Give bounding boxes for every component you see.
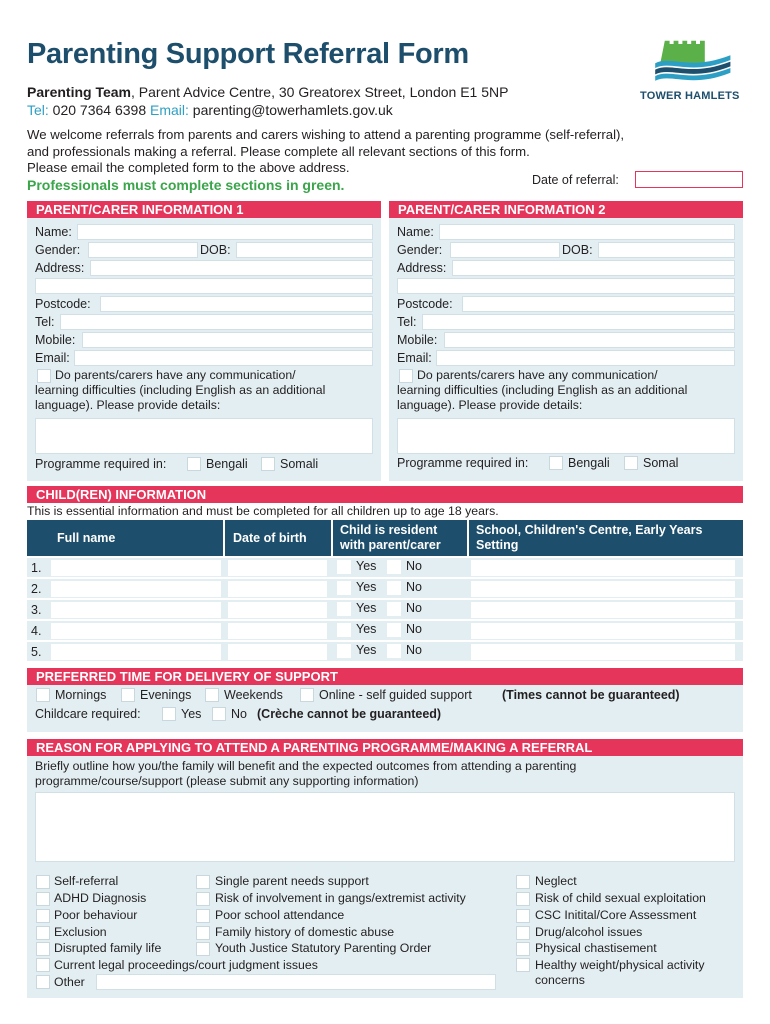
reason-checkbox[interactable]	[516, 875, 530, 889]
evenings-checkbox[interactable]	[121, 688, 135, 702]
carer-2-bengali-label: Bengali	[568, 456, 610, 470]
reason-checkbox[interactable]	[196, 926, 210, 940]
reason-option-label: ADHD Diagnosis	[54, 891, 147, 905]
carer-1-comm-details-input[interactable]	[35, 418, 373, 454]
carer-2-name-label: Name:	[397, 225, 434, 239]
header-divider	[331, 520, 333, 556]
reason-option-label: Single parent needs support	[215, 874, 369, 888]
reason-option-label: Exclusion	[54, 925, 107, 939]
carer-2-email-label: Email:	[397, 351, 432, 365]
col-resident	[340, 523, 441, 553]
preferred-heading: PREFERRED TIME FOR DELIVERY OF SUPPORT	[27, 668, 743, 685]
mornings-checkbox[interactable]	[36, 688, 50, 702]
tel-value: 020 7364 6398	[48, 102, 151, 118]
healthy-weight-line-1: Healthy weight/physical activity	[535, 958, 705, 972]
reason-option-label: Self-referral	[54, 874, 119, 888]
col-school-line-2: Setting	[476, 538, 519, 552]
carer-1-bengali-label: Bengali	[206, 457, 248, 471]
resident-yes-label: Yes	[356, 601, 377, 615]
col-resident-line-2: with parent/carer	[340, 538, 441, 552]
intro-line-1: We welcome referrals from parents and carers wishing to attend a parenting programme (self-referral),	[27, 127, 625, 142]
child-row-number: 3.	[31, 603, 42, 617]
carer-1-gender-input[interactable]	[88, 242, 198, 258]
carer-2-heading: PARENT/CARER INFORMATION 2	[389, 201, 743, 218]
reason-option-label: Poor behaviour	[54, 908, 138, 922]
carer-2-comm-line-2: learning difficulties (including English as an additional	[397, 383, 688, 397]
carer-1-comm-line-1: Do parents/carers have any communication/	[55, 368, 296, 382]
healthy-weight-checkbox[interactable]	[516, 958, 530, 972]
col-school-line-1: School, Children's Centre, Early Years	[476, 523, 703, 537]
childcare-yes-checkbox[interactable]	[162, 707, 176, 721]
reason-option-label: Disrupted family life	[54, 941, 162, 955]
logo-text: TOWER HAMLETS	[640, 90, 740, 102]
reason-intro	[35, 759, 735, 789]
carer-2-comm-text	[397, 368, 742, 413]
email-label: Email:	[150, 102, 189, 118]
carer-2-name-input[interactable]	[439, 224, 735, 240]
child-row-number: 4.	[31, 624, 42, 638]
carer-2-address-input[interactable]	[452, 260, 735, 276]
child-dob-input[interactable]	[228, 560, 327, 576]
address-text: , Parent Advice Centre, 30 Greatorex Street, London E1 5NP	[131, 84, 509, 100]
carer-1-comm-line-3: language). Please provide details:	[35, 398, 221, 412]
professionals-note: Professionals must complete sections in green.	[27, 176, 345, 193]
child-name-input[interactable]	[51, 623, 221, 639]
reason-heading: REASON FOR APPLYING TO ATTEND A PARENTING PROGRAMME/MAKING A REFERRAL	[27, 739, 743, 756]
carer-2-programme-label: Programme required in:	[397, 456, 529, 470]
carer-1-name-label: Name:	[35, 225, 72, 239]
tel-label: Tel:	[27, 102, 49, 118]
childcare-no-label: No	[231, 707, 247, 721]
child-name-input[interactable]	[51, 644, 221, 660]
carer-2-mobile-label: Mobile:	[397, 333, 438, 347]
reason-checkbox[interactable]	[196, 875, 210, 889]
carer-1-comm-line-2: learning difficulties (including English as an additional	[35, 383, 326, 397]
resident-no-label: No	[406, 622, 422, 636]
child-school-input[interactable]	[471, 560, 735, 576]
carer-2-email-input[interactable]	[436, 350, 735, 366]
reason-option-label: Risk of child sexual exploitation	[535, 891, 706, 905]
resident-no-label: No	[406, 643, 422, 657]
child-name-input[interactable]	[51, 560, 221, 576]
resident-no-checkbox[interactable]	[387, 623, 401, 637]
carer-1-mobile-label: Mobile:	[35, 333, 76, 347]
child-school-input[interactable]	[471, 644, 735, 660]
mornings-label: Mornings	[55, 688, 107, 702]
carer-2-gender-input[interactable]	[450, 242, 560, 258]
carer-1-postcode-input[interactable]	[100, 296, 373, 312]
intro-line-3: Please email the completed form to the above address.	[27, 160, 350, 176]
carer-1-name-input[interactable]	[77, 224, 373, 240]
header-divider	[223, 520, 225, 556]
other-input[interactable]	[96, 974, 496, 990]
carer-1-heading: PARENT/CARER INFORMATION 1	[27, 201, 381, 218]
carer-1-comm-text	[35, 368, 380, 413]
resident-yes-label: Yes	[356, 580, 377, 594]
child-school-input[interactable]	[471, 623, 735, 639]
child-name-input[interactable]	[51, 581, 221, 597]
childcare-yes-label: Yes	[181, 707, 202, 721]
contact-line	[27, 102, 393, 118]
childcare-no-checkbox[interactable]	[212, 707, 226, 721]
reason-checkbox[interactable]	[516, 926, 530, 940]
resident-yes-checkbox[interactable]	[337, 602, 351, 616]
children-note: This is essential information and must be completed for all children up to age 18 years.	[27, 504, 499, 518]
resident-yes-label: Yes	[356, 622, 377, 636]
reason-line-2: programme/course/support (please submit any supporting information)	[35, 774, 419, 788]
carer-2-tel-label: Tel:	[397, 315, 417, 329]
legal-checkbox[interactable]	[36, 958, 50, 972]
col-school	[476, 523, 702, 553]
carer-1-email-label: Email:	[35, 351, 70, 365]
child-row-number: 5.	[31, 645, 42, 659]
date-of-referral-input[interactable]	[635, 171, 743, 188]
page-title: Parenting Support Referral Form	[27, 38, 469, 70]
reason-checkbox[interactable]	[516, 909, 530, 923]
carer-1-gender-label: Gender:	[35, 243, 81, 257]
carer-2-comm-line-1: Do parents/carers have any communication/	[417, 368, 658, 382]
reason-option-label: Poor school attendance	[215, 908, 345, 922]
carer-2-postcode-label: Postcode:	[397, 297, 453, 311]
tower-hamlets-logo-icon	[640, 36, 744, 92]
resident-yes-checkbox[interactable]	[337, 623, 351, 637]
carer-2-comm-line-3: language). Please provide details:	[397, 398, 583, 412]
healthy-weight-line-2: concerns	[535, 973, 585, 987]
email-value: parenting@towerhamlets.gov.uk	[188, 102, 393, 118]
resident-no-checkbox[interactable]	[387, 560, 401, 574]
col-date-of-birth: Date of birth	[233, 531, 307, 545]
carer-2-mobile-input[interactable]	[444, 332, 735, 348]
healthy-weight-label	[535, 958, 705, 988]
children-heading: CHILD(REN) INFORMATION	[27, 486, 743, 503]
reason-checkbox[interactable]	[196, 892, 210, 906]
reason-option-label: Drug/alcohol issues	[535, 925, 643, 939]
resident-no-label: No	[406, 580, 422, 594]
evenings-label: Evenings	[140, 688, 192, 702]
other-checkbox[interactable]	[36, 975, 50, 989]
reason-option-label: Neglect	[535, 874, 577, 888]
carer-1-tel-label: Tel:	[35, 315, 55, 329]
online-label: Online - self guided support	[319, 688, 472, 702]
reason-checkbox[interactable]	[196, 909, 210, 923]
child-row-number: 1.	[31, 561, 42, 575]
reason-option-label: Youth Justice Statutory Parenting Order	[215, 941, 432, 955]
carer-1-dob-label: DOB:	[200, 243, 231, 257]
carer-1-somali-checkbox[interactable]	[261, 457, 275, 471]
carer-1-tel-input[interactable]	[60, 314, 373, 330]
carer-1-address-input[interactable]	[90, 260, 373, 276]
carer-2-tel-input[interactable]	[422, 314, 735, 330]
child-dob-input[interactable]	[228, 623, 327, 639]
resident-no-label: No	[406, 559, 422, 573]
col-full-name: Full name	[57, 531, 116, 545]
resident-yes-checkbox[interactable]	[337, 581, 351, 595]
reason-option-label: CSC Initital/Core Assessment	[535, 908, 697, 922]
resident-no-checkbox[interactable]	[387, 581, 401, 595]
child-name-input[interactable]	[51, 602, 221, 618]
child-dob-input[interactable]	[228, 581, 327, 597]
reason-checkbox[interactable]	[196, 942, 210, 956]
reason-line-1: Briefly outline how you/the family will benefit and the expected outcomes from attending a parenting	[35, 759, 577, 773]
reason-checkbox[interactable]	[36, 909, 50, 923]
child-dob-input[interactable]	[228, 644, 327, 660]
carer-2-dob-label: DOB:	[562, 243, 593, 257]
header-divider	[467, 520, 469, 556]
child-row-number: 2.	[31, 582, 42, 596]
carer-2-somali-label: Somal	[643, 456, 679, 470]
team-address	[27, 84, 508, 100]
reason-checkbox[interactable]	[36, 942, 50, 956]
carer-1-dob-input[interactable]	[236, 242, 373, 258]
legal-label: Current legal proceedings/court judgment issues	[54, 958, 318, 972]
carer-1-postcode-label: Postcode:	[35, 297, 91, 311]
child-dob-input[interactable]	[228, 602, 327, 618]
carer-1-email-input[interactable]	[74, 350, 373, 366]
carer-2-address-label: Address:	[397, 261, 447, 275]
carer-2-postcode-input[interactable]	[462, 296, 735, 312]
resident-no-checkbox[interactable]	[387, 602, 401, 616]
resident-yes-checkbox[interactable]	[337, 560, 351, 574]
reason-checkbox[interactable]	[36, 926, 50, 940]
intro-line-2: and professionals making a referral. Please complete all relevant sections of this form.	[27, 143, 530, 159]
times-note: (Times cannot be guaranteed)	[502, 688, 680, 702]
carer-2-somali-checkbox[interactable]	[624, 456, 638, 470]
carer-1-address-input-2[interactable]	[35, 278, 373, 294]
reason-checkbox[interactable]	[36, 875, 50, 889]
reason-option-label: Risk of involvement in gangs/extremist activity	[215, 891, 466, 905]
carer-1-mobile-input[interactable]	[82, 332, 373, 348]
team-name: Parenting Team	[27, 84, 131, 100]
resident-yes-checkbox[interactable]	[337, 644, 351, 658]
online-checkbox[interactable]	[300, 688, 314, 702]
carer-2-address-input-2[interactable]	[397, 278, 735, 294]
carer-1-address-label: Address:	[35, 261, 85, 275]
carer-1-somali-label: Somali	[280, 457, 319, 471]
weekends-checkbox[interactable]	[205, 688, 219, 702]
carer-2-comm-details-input[interactable]	[397, 418, 735, 454]
reason-checkbox[interactable]	[516, 892, 530, 906]
resident-yes-label: Yes	[356, 643, 377, 657]
other-label: Other	[54, 975, 85, 989]
reason-details-input[interactable]	[35, 792, 735, 862]
carer-2-gender-label: Gender:	[397, 243, 443, 257]
resident-no-checkbox[interactable]	[387, 644, 401, 658]
carer-2-bengali-checkbox[interactable]	[549, 456, 563, 470]
reason-option-label: Physical chastisement	[535, 941, 657, 955]
reason-checkbox[interactable]	[516, 942, 530, 956]
child-school-input[interactable]	[471, 581, 735, 597]
resident-yes-label: Yes	[356, 559, 377, 573]
resident-no-label: No	[406, 601, 422, 615]
col-resident-line-1: Child is resident	[340, 523, 438, 537]
childcare-label: Childcare required:	[35, 707, 141, 721]
weekends-label: Weekends	[224, 688, 283, 702]
carer-1-bengali-checkbox[interactable]	[187, 457, 201, 471]
carer-1-programme-label: Programme required in:	[35, 457, 167, 471]
creche-note: (Crèche cannot be guaranteed)	[257, 707, 442, 721]
reason-option-label: Family history of domestic abuse	[215, 925, 395, 939]
carer-2-dob-input[interactable]	[598, 242, 735, 258]
child-school-input[interactable]	[471, 602, 735, 618]
date-of-referral-label: Date of referral:	[532, 173, 619, 187]
reason-checkbox[interactable]	[36, 892, 50, 906]
